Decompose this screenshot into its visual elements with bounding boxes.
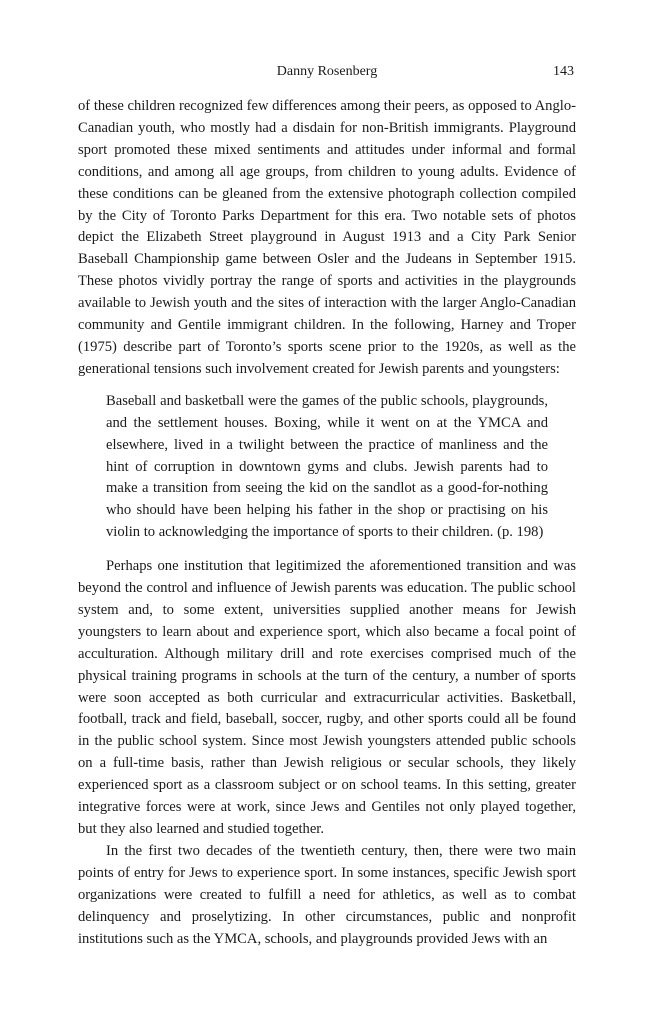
body-text [78, 96, 576, 950]
paragraph-2: Perhaps one institution that legitimized the aforementioned transition and was beyond the control and influence of Jewish parents was education. The public school system and, to some extent, universities supplied another means for Jewish youngsters to learn about and experience sport, which also became a focal point of acculturation. Although military drill and rote exercises comprised much of the physical training programs in schools at the turn of the century, a number of sports were soon accepted as both curricular and extracurricular activities. Basketball, football, track and field, baseball, soccer, rugby, and other sports could all be found in the public school system. Since most Jewish youngsters attended public schools on a full-time basis, rather than Jewish religious or secular schools, they likely experienced sport as a classroom subject or on school teams. In this setting, greater integrative forces were at work, since Jews and Gentiles not only played together, but they also learned and studied together. [78, 558, 576, 837]
running-head-author: Danny Rosenberg [276, 64, 378, 79]
running-head [78, 62, 576, 82]
block-quote: Baseball and basketball were the games of the public schools, playgrounds, and the settlement houses. Boxing, while it went on at the YMCA and elsewhere, lived in a twilight between the practice of manliness and the hint of corruption in downtown gyms and clubs. Jewish parents had to make a transition from seeing the kid on the sandlot as a good-for-nothing who should have been helping his father in the shop or practising on his violin to acknowledging the importance of sports to their children. (p. 198) [106, 392, 548, 541]
paragraph-3: In the first two decades of the twentieth century, then, there were two main points of entry for Jews to experience sport. In some instances, specific Jewish sport organizations were created to fulfill a need for athletics, as well as to combat delinquency and proselytizing. In other circumstances, public and nonprofit institutions such as the YMCA, schools, and playgrounds provided Jews with an [78, 842, 576, 947]
paragraph-1: of these children recognized few differences among their peers, as opposed to Anglo-Canadian youth, who mostly had a disdain for non-British immigrants. Playground sport promoted these mixed sentiments and attitudes under informal and formal conditions, and among all age groups, from children to young adults. Evidence of these conditions can be gleaned from the extensive photograph collection compiled by the City of Toronto Parks Department for this era. Two notable sets of photos depict the Elizabeth Street playground in August 1913 and a City Park Senior Baseball Championship game between Osler and the Judeans in September 1915. These photos vividly portray the range of sports and activities in the playgrounds available to Jewish youth and the sites of interaction with the larger Anglo-Canadian community and Gentile immigrant children. In the following, Harney and Troper (1975) describe part of Toronto’s sports scene prior to the 1920s, as well as the generational tensions such involvement created for Jewish parents and youngsters: [78, 98, 576, 377]
page-number: 143 [553, 64, 574, 79]
